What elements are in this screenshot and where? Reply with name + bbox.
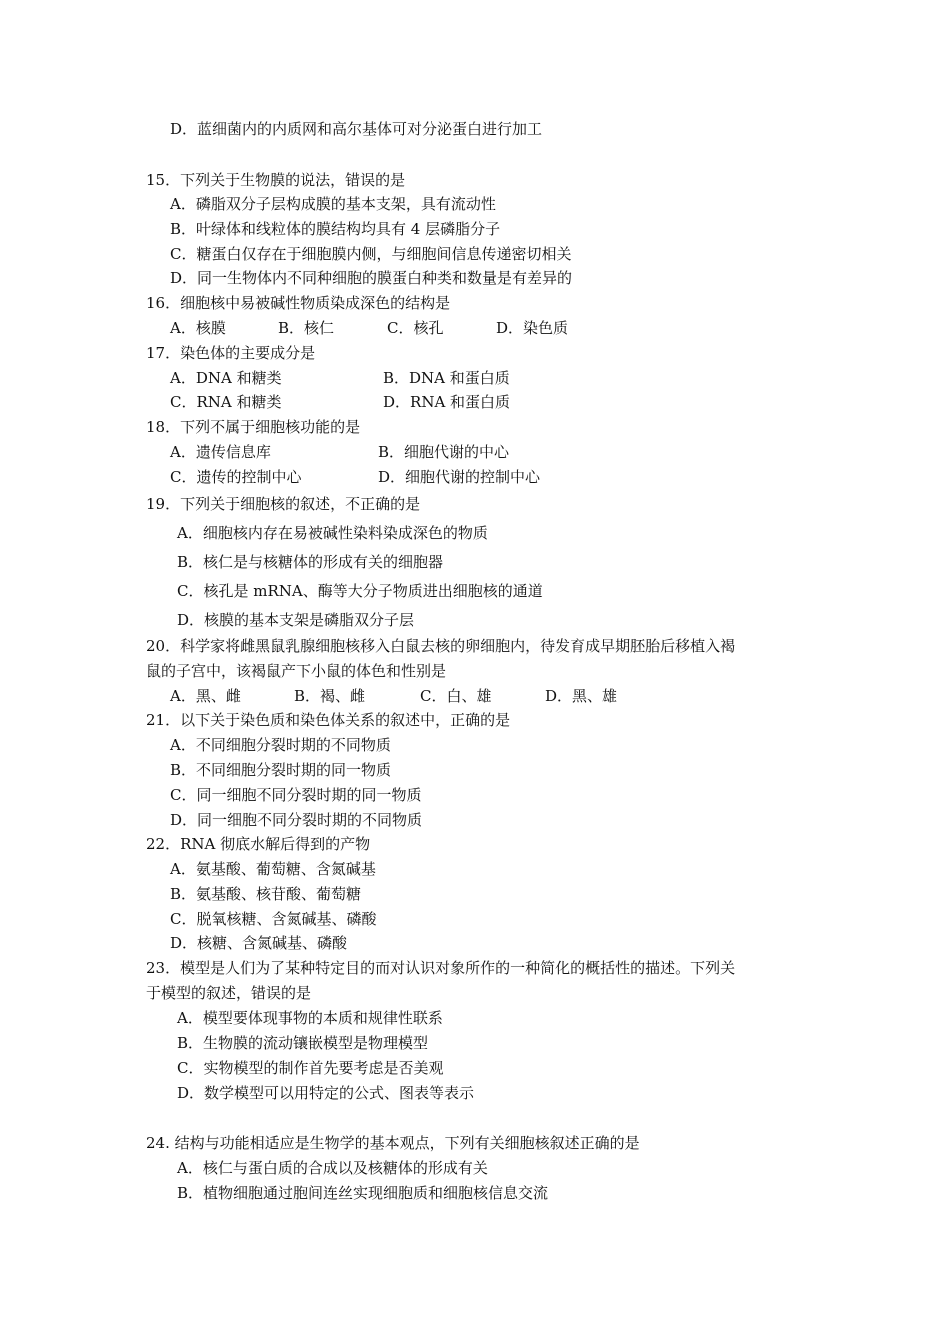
q15-option-b: B．叶绿体和线粒体的膜结构均具有 4 层磷脂分子: [170, 220, 501, 238]
q14-option-d: D．蓝细菌内的内质网和高尔基体可对分泌蛋白进行加工: [170, 120, 543, 138]
q21-option-b: B．不同细胞分裂时期的同一物质: [170, 761, 392, 779]
q18-option-a: A．遗传信息库: [170, 443, 271, 461]
q17-stem: 17．染色体的主要成分是: [146, 344, 316, 362]
q15-option-d: D．同一生物体内不同种细胞的膜蛋白种类和数量是有差异的: [170, 269, 573, 287]
q23-option-d: D．数学模型可以用特定的公式、图表等表示: [177, 1084, 475, 1102]
q23-stem-line2: 于模型的叙述，错误的是: [146, 984, 312, 1002]
q22-stem: 22．RNA 彻底水解后得到的产物: [146, 835, 371, 853]
q19-option-b: B．核仁是与核糖体的形成有关的细胞器: [177, 553, 444, 571]
q23-option-c: C．实物模型的制作首先要考虑是否美观: [177, 1059, 444, 1077]
q15-option-a: A．磷脂双分子层构成膜的基本支架，具有流动性: [170, 195, 496, 213]
q21-option-a: A．不同细胞分裂时期的不同物质: [170, 736, 391, 754]
q23-option-a: A．模型要体现事物的本质和规律性联系: [177, 1009, 443, 1027]
q24-option-b: B．植物细胞通过胞间连丝实现细胞质和细胞核信息交流: [177, 1184, 549, 1202]
q20-option-b: B．褐、雌: [294, 687, 366, 705]
q19-option-d: D．核膜的基本支架是磷脂双分子层: [177, 611, 415, 629]
q23-option-b: B．生物膜的流动镶嵌模型是物理模型: [177, 1034, 429, 1052]
q21-option-d: D．同一细胞不同分裂时期的不同物质: [170, 811, 423, 829]
q22-option-a: A．氨基酸、葡萄糖、含氮碱基: [170, 860, 376, 878]
q17-option-d: D．RNA 和蛋白质: [383, 393, 511, 411]
q20-stem-line1: 20．科学家将雌黑鼠乳腺细胞核移入白鼠去核的卵细胞内，待发育成早期胚胎后移植入褐: [146, 637, 736, 655]
q16-option-a: A．核膜: [170, 319, 226, 337]
q21-option-c: C．同一细胞不同分裂时期的同一物质: [170, 786, 422, 804]
q21-stem: 21．以下关于染色质和染色体关系的叙述中，正确的是: [146, 711, 511, 729]
q23-stem-line1: 23．模型是人们为了某种特定目的而对认识对象所作的一种简化的概括性的描述。下列关: [146, 959, 736, 977]
q24-stem: 24. 结构与功能相适应是生物学的基本观点，下列有关细胞核叙述正确的是: [146, 1134, 640, 1152]
q17-option-b: B．DNA 和蛋白质: [383, 369, 510, 387]
q16-option-c: C．核孔: [387, 319, 444, 337]
q22-option-d: D．核糖、含氮碱基、磷酸: [170, 934, 348, 952]
q16-option-b: B．核仁: [278, 319, 335, 337]
q15-option-c: C．糖蛋白仅存在于细胞膜内侧，与细胞间信息传递密切相关: [170, 245, 572, 263]
q15-stem: 15．下列关于生物膜的说法，错误的是: [146, 171, 406, 189]
q22-option-b: B．氨基酸、核苷酸、葡萄糖: [170, 885, 362, 903]
q17-option-a: A．DNA 和糖类: [170, 369, 282, 387]
q18-stem: 18．下列不属于细胞核功能的是: [146, 418, 361, 436]
q20-option-c: C．白、雄: [420, 687, 492, 705]
q16-stem: 16．细胞核中易被碱性物质染成深色的结构是: [146, 294, 451, 312]
q20-option-a: A．黑、雌: [170, 687, 241, 705]
q17-option-c: C．RNA 和糖类: [170, 393, 282, 411]
q19-option-a: A．细胞核内存在易被碱性染料染成深色的物质: [177, 524, 488, 542]
q16-option-d: D．染色质: [496, 319, 569, 337]
q19-stem: 19．下列关于细胞核的叙述，不正确的是: [146, 495, 421, 513]
q18-option-d: D．细胞代谢的控制中心: [378, 468, 541, 486]
q20-stem-line2: 鼠的子宫中，该褐鼠产下小鼠的体色和性别是: [146, 662, 447, 680]
q24-option-a: A．核仁与蛋白质的合成以及核糖体的形成有关: [177, 1159, 488, 1177]
q22-option-c: C．脱氧核糖、含氮碱基、磷酸: [170, 910, 377, 928]
q20-option-d: D．黑、雄: [545, 687, 618, 705]
q18-option-b: B．细胞代谢的中心: [378, 443, 510, 461]
q18-option-c: C．遗传的控制中心: [170, 468, 302, 486]
q19-option-c: C．核孔是 mRNA、酶等大分子物质进出细胞核的通道: [177, 582, 543, 600]
